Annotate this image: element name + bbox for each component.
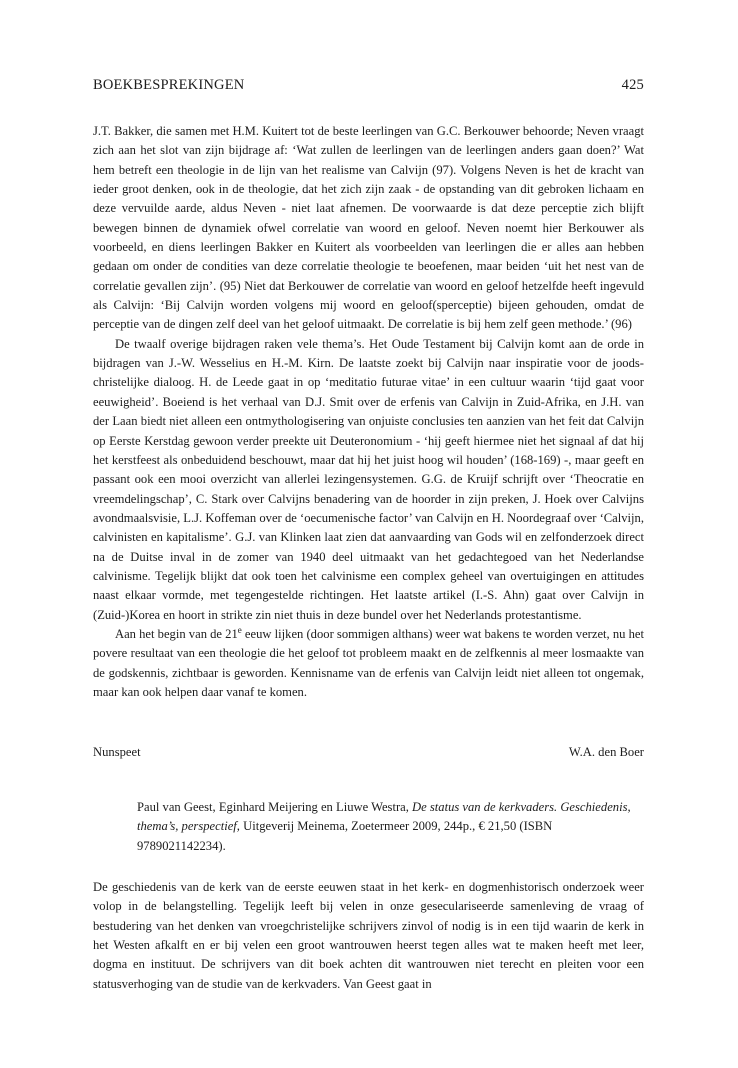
review-paragraph-3 [93,625,644,702]
review-signature [93,745,644,765]
second-review-body [93,878,644,994]
running-header [93,77,644,97]
review-paragraph-2: De twaalf overige bijdragen raken vele thema’s. Het Oude Testament bij Calvijn komt aan de orde in bijdragen van J.-W. Wesselius en H.-M. Kirn. De laatste zoekt bij Calvijn naar inspiratie voor de joods-christelijke dialoog. H. de Leede gaat in op ‘meditatio futurae vitae’ in een cultuur waarin ‘tijd gaat voor eeuwigheid’. Boeiend is het verhaal van D.J. Smit over de erfenis van Calvijn in Zuid-Afrika, en J.H. van der Laan biedt niet alleen een ontmythologisering van onjuiste conclusies ten aanzien van het feit dat Calvijn op Eerste Kerstdag gewoon verder preekte uit Deuteronomium - ‘hij geeft hiermee niet het signaal af dat hij het kerstfeest als onbeduidend beschouwt, maar dat hij het juist hoog wil houden’ (168-169) -, maar geeft en passant ook een mooi overzicht van allerlei lezingensystemen. G.G. de Kruijf schrijft over ‘Theocratie en vreemdelingschap’, C. Stark over Calvijns benadering van de hoorder in zijn preken, J. Hoek over Calvijns avondmaalsvisie, L.J. Koffeman over de ‘oecumenische factor’ van Calvijn en H. Noordegraaf over ‘Calvijn, calvinisten en kapitalisme’. G.J. van Klinken laat zien dat aanvaarding van Gods wil en zelfonderzoek direct na de Duitse inval in de zomer van 1940 deel uitmaakt van het gedachtegoed van het Nederlandse calvinisme. Tegelijk blijkt dat ook toen het calvinisme een complex geheel van overtuigingen en attitudes naast elkaar vormde, met tegengestelde richtingen. Het laatste artikel (I.-S. Ahn) gaat over Calvijn in (Zuid-)Korea en hoort in strikte zin niet thuis in deze bundel over het Nederlands protestantisme. [93,336,644,622]
book-citation [137,798,644,856]
citation-publisher: Uitgeverij Meinema, Zoetermeer 2009, 244p., € 21,50 (ISBN 9789021142234). [137,819,553,853]
running-title: BOEKBESPREKINGEN [93,77,245,93]
citation-authors: Paul van Geest, Eginhard Meijering en Liuwe Westra, [137,800,413,814]
reviewer-name: W.A. den Boer [568,745,644,759]
paragraph-3-rest: eeuw lijken (door sommigen althans) weer wat bakens te worden verzet, nu het povere resultaat van een theologie die het geloof tot probleem maakt en de zelfkennis al meer losmaakte van de godskennis, zichtbaar is geworden. Kennisname van de erfenis van Calvijn leidt niet alleen tot ongemak, maar kan ook helpen daar vanaf te komen. [93,626,644,699]
ordinal-superscript: e [237,624,242,635]
second-review-paragraph-1: De geschiedenis van de kerk van de eerste eeuwen staat in het kerk- en dogmenhistorisch onderzoek weer volop in de belangstelling. Tegelijk leeft bij velen in onze geseculariseerde samenleving de vraag of bestudering van het denken van vroegchristelijke schrijvers zinvol of nodig is in een tijd waarin de kerk in het Westen afkalft en er bij velen een groot wantrouwen heerst tegen alles wat te maken heeft met leer, dogma en instituut. De schrijvers van dit boek achten dit wantrouwen niet terecht en pleiten voor een statusverhoging van de studie van de kerkvaders. Van Geest gaat in [93,880,644,991]
reviewer-place: Nunspeet [93,745,141,759]
paragraph-3-start: Aan het begin van de 21 [115,626,238,641]
citation-title: De status van de kerkvaders. Geschiedenis, thema’s, perspectief, [137,800,631,834]
review-body [93,122,644,702]
review-paragraph-1: J.T. Bakker, die samen met H.M. Kuitert tot de beste leerlingen van G.C. Berkouwer behoorde; Neven vraagt zich aan het slot van zijn bijdrage af: ‘Wat zullen de leerlingen van de leerlingen anders gaan doen?’ Wat hem betreft een theologie in de lijn van het realisme van Calvijn (97). Volgens Neven is het de kracht van ieder groot denken, ook in de theologie, dat het zich zijn zaak - de opstanding van dit gebroken lichaam en deze vervuilde aarde, aldus Neven - niet laat afnemen. De voorwaarde is dat deze perceptie zich blijft bewegen binnen de dynamiek ofwel correlatie van woord en geloof. Neven noemt hier Berkouwer als voorbeeld, en diens leerlingen Bakker en Kuitert als voorbeelden van leerlingen die er alles aan hebben gedaan om onder de condities van deze correlatie theologie te beoefenen, maar beiden ‘uit het nest van de correlatie gevallen zijn’. (95) Niet dat Berkouwer de correlatie van woord en geloof hetzelfde heeft ingevuld als Calvijn: ‘Bij Calvijn worden volgens mij woord en geloof(sperceptie) bijeen gehouden, omdat de perceptie van de dingen zelf deel van het geloof uitmaakt. De correlatie is bij hem zelf geen methode.’ (96) [93,124,644,332]
page-number: 425 [621,77,644,93]
